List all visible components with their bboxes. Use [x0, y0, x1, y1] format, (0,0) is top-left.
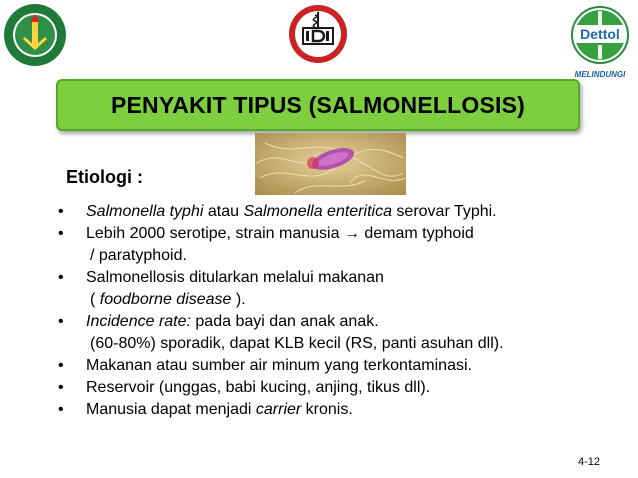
bullet-dot-icon: •	[58, 356, 64, 374]
bullet-dot-icon: •	[58, 225, 64, 243]
section-heading-etiologi: Etiologi :	[66, 167, 143, 187]
list-item: • Salmonellosis ditularkan melalui makanan ( foodborne disease ).	[58, 269, 384, 308]
list-item: • Salmonella typhi atau Salmonella enteritica serovar Typhi.	[58, 201, 633, 223]
list-item: • Lebih 2000 serotipe, strain manusia → demam typhoid / paratyphoid.	[58, 225, 474, 264]
bullet-dot-icon: •	[58, 203, 64, 220]
list-item: • Manusia dapat menjadi carrier kronis.	[58, 399, 633, 421]
salmonella-microscope-image	[255, 133, 406, 195]
bullet-list	[58, 201, 633, 422]
idi-association-logo	[287, 3, 349, 65]
bullet-dot-icon: •	[58, 313, 64, 331]
dettol-logo	[565, 3, 635, 81]
bullet-dot-icon: •	[58, 269, 64, 287]
list-item: • Reservoir (unggas, babi kucing, anjing, tikus dll).	[58, 377, 633, 399]
title-box	[56, 79, 580, 131]
bullet-dot-icon: •	[58, 379, 64, 397]
dettol-emblem-icon	[565, 3, 635, 67]
page-number: 4-12	[578, 456, 601, 468]
species-name: Salmonella typhi	[86, 203, 204, 220]
dettol-tagline: MELINDUNGI	[574, 70, 626, 79]
list-item: • Incidence rate: pada bayi dan anak anak. (60-80%) sporadik, dapat KLB kecil (RS, panti asuhan dll).	[58, 313, 504, 352]
bullet-dot-icon: •	[58, 401, 64, 419]
dettol-wordmark: Dettol	[580, 26, 620, 42]
arrow-right-icon: →	[343, 225, 360, 243]
university-emblem-logo	[2, 2, 68, 68]
slide-title: PENYAKIT TIPUS (SALMONELLOSIS)	[110, 91, 526, 118]
list-item: • Makanan atau sumber air minum yang terkontaminasi.	[58, 355, 633, 377]
